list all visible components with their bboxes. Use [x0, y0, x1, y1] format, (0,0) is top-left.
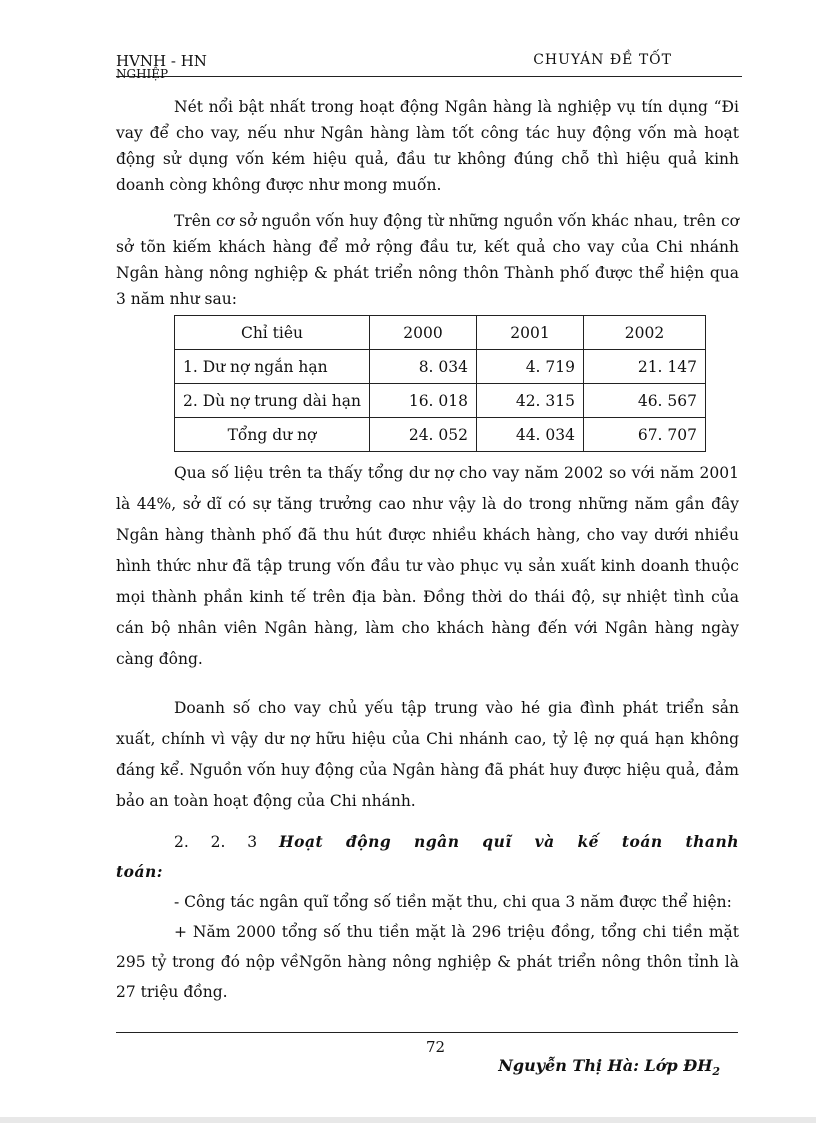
table-cell: 16. 018: [370, 384, 477, 418]
header-left-sub: NGHIỆP: [116, 67, 169, 81]
paragraph-2: Trên cơ sở nguồn vốn huy động từ những nguồn vốn khác nhau, trên cơ sở tõn kiếm khách hàng để mở rộng đầu tư, kết quả cho vay của Chi nhánh Ngân hàng nông nghiệp & phát triển nông thôn Thành phố được thể hiện qua 3 năm như sau:: [116, 212, 739, 308]
author-line: [498, 1056, 720, 1078]
section-title: Hoạt động ngân quĩ và kế toán thanh toán:: [116, 832, 739, 881]
table-row: [175, 418, 706, 452]
page-header: [116, 50, 742, 81]
table-header-cell: Chỉ tiêu: [175, 316, 370, 350]
paragraph-1: Nét nổi bật nhất trong hoạt động Ngân hàng là nghiệp vụ tín dụng “Đi vay để cho vay, nếu như Ngân hàng làm tốt công tác huy động vốn mà hoạt động sử dụng vốn kém hiệu quả, đầu tư không đúng chỗ thì hiệu quả kinh doanh còng không được như mong muốn.: [116, 98, 739, 194]
table-cell: 8. 034: [370, 350, 477, 384]
section-number: 2. 2. 3: [174, 833, 258, 851]
loan-table: [174, 315, 706, 452]
table-cell: 46. 567: [584, 384, 706, 418]
table-header-cell: 2000: [370, 316, 477, 350]
header-left: HVNH - HN: [116, 52, 207, 70]
table-cell: 4. 719: [477, 350, 584, 384]
table-cell: 2. Dù nợ trung dài hạn: [175, 384, 370, 418]
section-heading: [116, 827, 739, 887]
section-line-1: - Công tác ngân quĩ tổng số tiền mặt thu, chi qua 3 năm được thể hiện:: [174, 893, 732, 911]
paragraph-4: Doanh số cho vay chủ yếu tập trung vào hé gia đình phát triển sản xuất, chính vì vậy dư nợ hữu hiệu của Chi nhánh cao, tỷ lệ nợ quá hạn không đáng kể. Nguồn vốn huy động của Ngân hàng đã phát huy được hiệu quả, đảm bảo an toàn hoạt động của Chi nhánh.: [116, 699, 739, 810]
table-row: [175, 350, 706, 384]
table-header-cell: 2002: [584, 316, 706, 350]
table-cell: Tổng dư nợ: [175, 418, 370, 452]
table-row: [175, 384, 706, 418]
table-cell: 44. 034: [477, 418, 584, 452]
table-header-cell: 2001: [477, 316, 584, 350]
header-right: CHUYÁN ĐỀ TỐT: [533, 52, 672, 68]
table-header-row: [175, 316, 706, 350]
author-name: Nguyễn Thị Hà: Lớp ĐH: [498, 1056, 713, 1075]
footer-divider: [116, 1032, 738, 1033]
page-bottom-band: [0, 1117, 816, 1123]
table-cell: 1. Dư nợ ngắn hạn: [175, 350, 370, 384]
table-cell: 42. 315: [477, 384, 584, 418]
author-sub: 2: [712, 1065, 720, 1079]
section-line-2: + Năm 2000 tổng số thu tiền mặt là 296 triệu đồng, tổng chi tiền mặt 295 tỷ trong đó nộp vềNgõn hàng nông nghiệp & phát triển nông thôn tỉnh là 27 triệu đồng.: [116, 923, 739, 1001]
table-cell: 21. 147: [584, 350, 706, 384]
paragraph-3: Qua số liệu trên ta thấy tổng dư nợ cho vay năm 2002 so với năm 2001 là 44%, sở dĩ có sự tăng trưởng cao như vậy là do trong những năm gần đây Ngân hàng thành phố đã thu hút được nhiều khách hàng, cho vay dưới nhiều hình thức như đã tập trung vốn đầu tư vào phục vụ sản xuất kinh doanh thuộc mọi thành phần kinh tế trên địa bàn. Đồng thời do thái độ, sự nhiệt tình của cán bộ nhân viên Ngân hàng, làm cho khách hàng đến với Ngân hàng ngày càng đông.: [116, 464, 739, 668]
page-number: 72: [426, 1038, 446, 1056]
table-cell: 24. 052: [370, 418, 477, 452]
document-body: [116, 94, 739, 1007]
table-cell: 67. 707: [584, 418, 706, 452]
